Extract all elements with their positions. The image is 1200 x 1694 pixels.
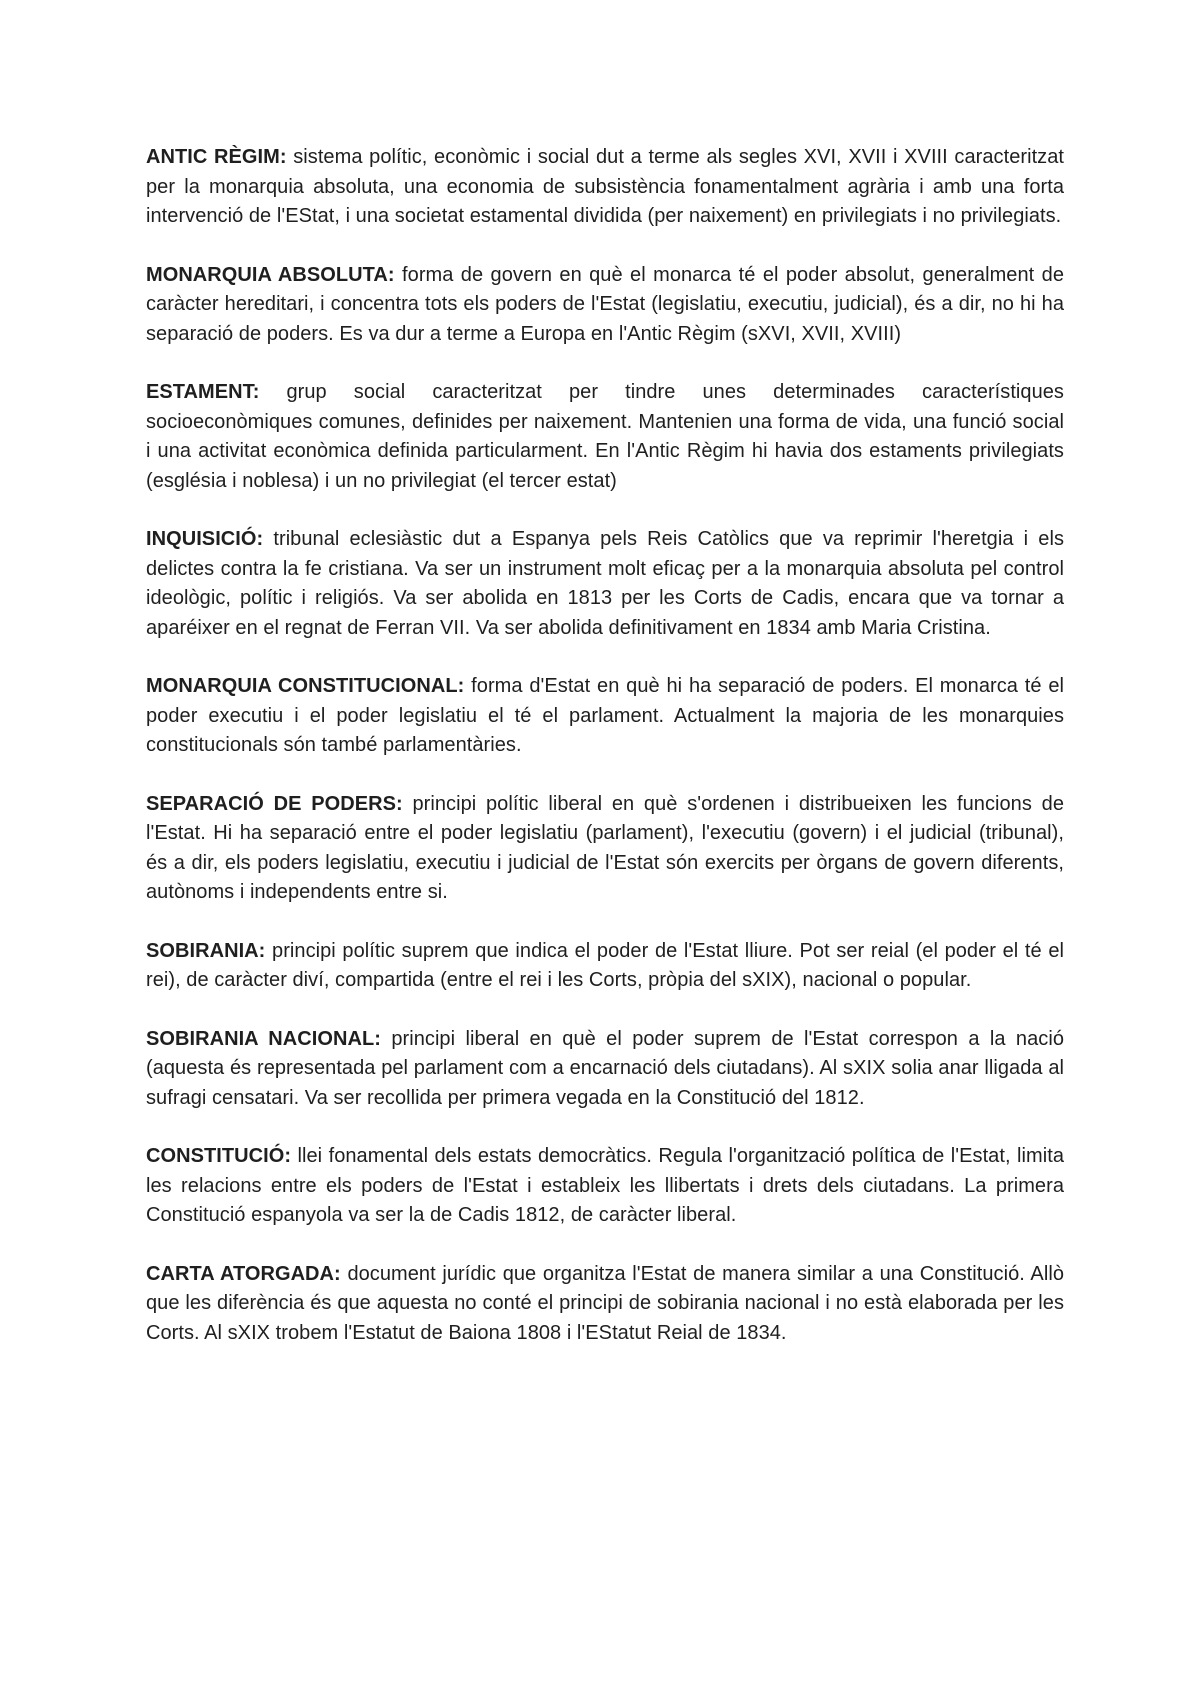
- glossary-definition: tribunal eclesiàstic dut a Espanya pels Reis Catòlics que va reprimir l'heretgia i els delictes contra la fe cristiana. Va ser un instrument molt eficaç per a la monarquia absoluta pel control ideològic, polític i religiós. Va ser abolida en 1813 per les Corts de Cadis, encara que va tornar a aparéixer en el regnat de Ferran VII. Va ser abolida definitivament en 1834 amb Maria Cristina.: [146, 528, 1064, 639]
- glossary-entry-estament: [146, 378, 1064, 496]
- glossary-definition: principi polític suprem que indica el poder de l'Estat lliure. Pot ser reial (el poder el té el rei), de caràcter diví, compartida (entre el rei i les Corts, pròpia del sXIX), nacional o popular.: [146, 939, 1065, 991]
- glossary-term: SOBIRANIA NACIONAL:: [146, 1027, 381, 1050]
- glossary-term: CARTA ATORGADA:: [146, 1262, 341, 1285]
- glossary-entry-sobirania: [146, 937, 1064, 996]
- glossary-definition: document jurídic que organitza l'Estat de manera similar a una Constitució. Allò que les diferència és que aquesta no conté el principi de sobirania nacional i no està elaborada per les Corts. Al sXIX trobem l'Estatut de Baiona 1808 i l'EStatut Reial de 1834.: [146, 1262, 1064, 1344]
- glossary-definition: forma de govern en què el monarca té el poder absolut, generalment de caràcter hereditari, i concentra tots els poders de l'Estat (legislatiu, executiu, judicial), és a dir, no hi ha separació de poders. Es va dur a terme a Europa en l'Antic Règim (sXVI, XVII, XVIII): [146, 263, 1064, 345]
- glossary-definition: principi polític liberal en què s'ordenen i distribueixen les funcions de l'Estat. Hi ha separació entre el poder legislatiu (parlament), l'executiu (govern) i el judicial (tribunal), és a dir, els poders legislatiu, executiu i judicial de l'Estat són exercits per òrgans de govern diferents, autònoms i independents entre si.: [146, 792, 1064, 903]
- glossary-entry-antic-regim: [146, 143, 1064, 232]
- glossary-entry-monarquia-constitucional: [146, 672, 1064, 761]
- glossary-term: ESTAMENT:: [146, 381, 260, 403]
- glossary-term: MONARQUIA ABSOLUTA:: [146, 263, 395, 286]
- glossary-entry-monarquia-absoluta: [146, 261, 1064, 350]
- glossary-definition: llei fonamental dels estats democràtics. Regula l'organització política de l'Estat, limita les relacions entre els poders de l'Estat i estableix les llibertats i drets dels ciutadans. La primera Constitució espanyola va ser la de Cadis 1812, de caràcter liberal.: [146, 1145, 1064, 1226]
- glossary-entry-constitucio: [146, 1142, 1064, 1231]
- glossary-definition: sistema polític, econòmic i social dut a terme als segles XVI, XVII i XVIII caracteritzat per la monarquia absoluta, una economia de subsistència fonamentalment agrària i amb una forta intervenció de l'EStat, i una societat estamental dividida (per naixement) en privilegiats i no privilegiats.: [146, 146, 1065, 227]
- glossary-term: INQUISICIÓ:: [146, 528, 264, 550]
- glossary-entry-separacio-de-poders: [146, 790, 1064, 908]
- glossary-term: SEPARACIÓ DE PODERS:: [146, 792, 403, 815]
- glossary-term: SOBIRANIA:: [146, 939, 266, 962]
- glossary-entry-carta-atorgada: [146, 1260, 1064, 1349]
- document-page: [146, 143, 1064, 1377]
- glossary-entry-sobirania-nacional: [146, 1025, 1064, 1114]
- glossary-definition: forma d'Estat en què hi ha separació de poders. El monarca té el poder executiu i el poder legislatiu el té el parlament. Actualment la majoria de les monarquies constitucionals són també parlamentàries.: [146, 675, 1065, 756]
- glossary-definition: principi liberal en què el poder suprem de l'Estat correspon a la nació (aquesta és representada pel parlament com a encarnació dels ciutadans). Al sXIX solia anar lligada al sufragi censatari. Va ser recollida per primera vegada en la Constitució del 1812.: [146, 1027, 1064, 1109]
- glossary-term: MONARQUIA CONSTITUCIONAL:: [146, 675, 465, 697]
- glossary-term: CONSTITUCIÓ:: [146, 1145, 292, 1167]
- glossary-definition: grup social caracteritzat per tindre unes determinades característiques socioeconòmiques comunes, definides per naixement. Mantenien una forma de vida, una funció social i una activitat econòmica definida particularment. En l'Antic Règim hi havia dos estaments privilegiats (església i noblesa) i un no privilegiat (el tercer estat): [146, 381, 1064, 492]
- glossary-term: ANTIC RÈGIM:: [146, 146, 287, 168]
- glossary-entry-inquisicio: [146, 525, 1064, 643]
